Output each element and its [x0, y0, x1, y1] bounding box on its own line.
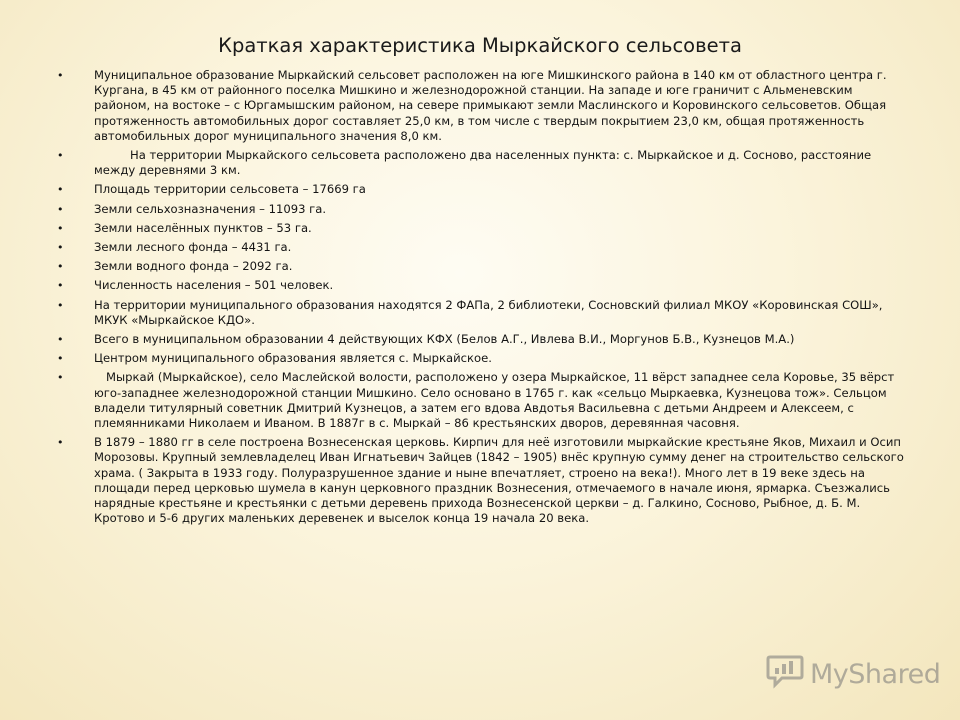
list-item [55, 202, 905, 217]
bullet-text: Всего в муниципальном образовании 4 действующих КФХ (Белов А.Г., Ивлева В.И., Моргунов Б.В., Кузнецов М.А.) [94, 332, 795, 347]
watermark [766, 654, 940, 694]
list-item [55, 240, 905, 255]
bullet-icon: • [57, 333, 64, 347]
slide-title: Краткая характеристика Мыркайского сельсовета [218, 34, 742, 57]
list-item [55, 351, 905, 366]
list-item [55, 148, 905, 178]
list-item [55, 435, 905, 526]
bullet-text: Муниципальное образование Мыркайский сельсовет расположен на юге Мишкинского района в 140 км от областного центра г. Кургана, в 45 км от районного поселка Мишкино и железнодорожной станции. На западе и юге граничит с Альменевским районом, на востоке – с Юргамышским районом, на севере примыкают земли Маслинского и Коровинского сельсоветов. Общая протяженность автомобильных дорог составляет 25,0 км, в том числе с твердым покрытием 23,0 км, общая протяженность автомобильных дорог муниципального значения 8,0 км. [94, 68, 887, 143]
watermark-text: MyShared [810, 658, 941, 690]
bullet-icon: • [57, 436, 64, 450]
bullet-icon: • [57, 298, 64, 312]
bullet-text: Центром муниципального образования является с. Мыркайское. [94, 351, 492, 366]
bullet-icon: • [57, 260, 64, 274]
bullet-text: Земли водного фонда – 2092 га. [94, 259, 293, 274]
list-item [55, 370, 905, 431]
speech-bubble-logo-icon [766, 654, 804, 694]
list-item [55, 298, 905, 328]
list-item [55, 221, 905, 236]
bullet-icon: • [57, 352, 64, 366]
bullet-text: Площадь территории сельсовета – 17669 га [94, 182, 366, 197]
bullet-icon: • [57, 202, 64, 216]
bullet-icon: • [57, 149, 64, 163]
list-item [55, 259, 905, 274]
list-item [55, 278, 905, 293]
bullet-text: Мыркай (Мыркайское), село Маслейской волости, расположено у озера Мыркайское, 11 вёрст западнее села Коровье, 35 вёрст юго-западнее железнодорожной станции Мишкино. Село основано в 1765 г. как «сельцо Мыркаевка, Кузнецова тож». Сельцом владели титулярный советник Дмитрий Кузнецов, а затем его вдова Авдотья Васильевна с детьми Андреем и Алексеем, с племянниками Николаем и Иваном. В 1887г в с. Мыркай – 86 крестьянских дворов, деревянная часовня. [94, 370, 895, 431]
bullet-icon: • [57, 241, 64, 255]
bullet-text: Земли населённых пунктов – 53 га. [94, 220, 312, 235]
list-item [55, 68, 905, 144]
bullet-icon: • [57, 221, 64, 235]
bullet-text: В 1879 – 1880 гг в селе построена Вознесенская церковь. Кирпич для неё изготовили мыркайские крестьяне Яков, Михаил и Осип Морозовы. Крупный землевладелец Иван Игнатьевич Зайцев (1842 – 1905) внёс крупную сумму денег на строительство сельского храма. ( Закрыта в 1933 году. Полуразрушенное здание и ныне впечатляет, строено на века!). Много лет в 19 веке здесь на площади перед церковью шумела в канун церковного праздник Вознесения, отмечаемого в начале июня, ярмарка. Съезжались нарядные крестьяне и крестьянки с детьми деревень прихода Вознесенской церкви – д. Галкино, Сосново, Рыбное, д. Б. М. Кротово и 5-6 других маленьких деревенек и выселок конца 19 начала 20 века. [94, 435, 904, 526]
bullet-icon: • [57, 183, 64, 197]
bullet-text: На территории Мыркайского сельсовета расположено два населенных пункта: с. Мыркайское и д. Сосново, расстояние между деревнями 3 км. [94, 148, 872, 178]
bullet-list [55, 68, 905, 530]
list-item [55, 182, 905, 197]
bullet-icon: • [57, 371, 64, 385]
bullet-text: Земли сельхозназначения – 11093 га. [94, 201, 327, 216]
bullet-text: Численность населения – 501 человек. [94, 278, 334, 293]
bullet-text: На территории муниципального образования находятся 2 ФАПа, 2 библиотеки, Сосновский филиал МКОУ «Коровинская СОШ», МКУК «Мыркайское КДО». [94, 297, 883, 327]
bullet-icon: • [57, 279, 64, 293]
bullet-text: Земли лесного фонда – 4431 га. [94, 240, 292, 255]
list-item [55, 332, 905, 347]
bullet-icon: • [57, 69, 64, 82]
